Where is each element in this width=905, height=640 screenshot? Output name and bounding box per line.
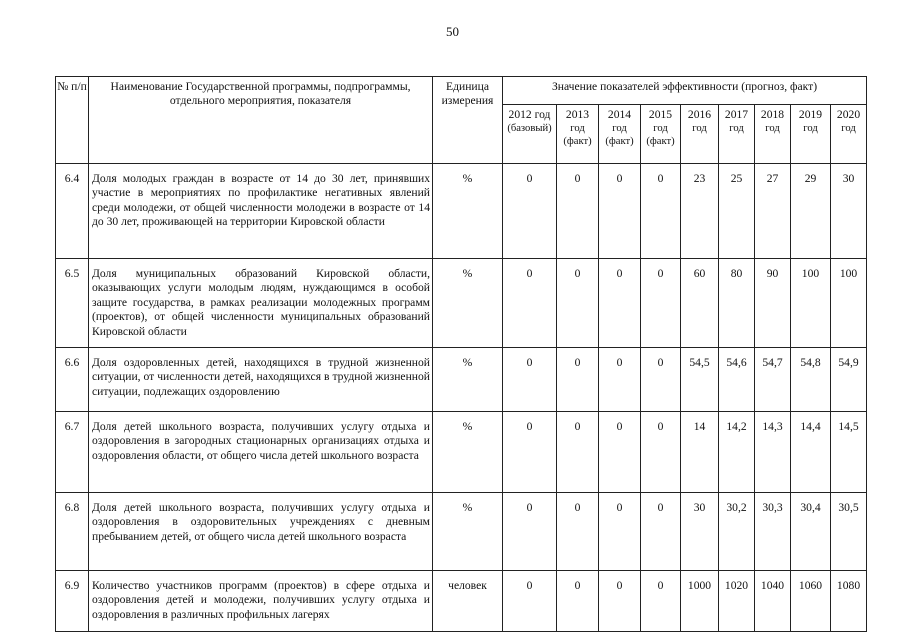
header-year [599,105,641,164]
row-value: 0 [599,493,641,571]
row-value: 27 [755,164,791,259]
row-value: 0 [641,412,681,493]
table-row [56,571,867,632]
row-value: 1080 [831,571,867,632]
header-year-line1: 2015 [648,108,673,121]
row-value: 0 [557,412,599,493]
row-value: 54,7 [755,348,791,412]
row-indicator-name: Доля детей школьного возраста, получивших услугу отдыха и оздоровления в загородных стационарных организациях отдыха и оздоровления области, от общего числа детей школьного возраста [89,412,433,493]
header-year [557,105,599,164]
row-number: 6.6 [56,348,89,412]
header-num: № п/п [56,77,89,164]
header-year-line2: год [612,123,627,135]
header-year-line1: 2020 [836,108,861,121]
row-value: 30 [831,164,867,259]
row-value: 1020 [719,571,755,632]
row-value: 0 [557,571,599,632]
header-year-line3: (факт) [563,136,592,148]
row-indicator-name: Доля оздоровленных детей, находящихся в трудной жизненной ситуации, от численности детей, находящихся в трудной жизненной ситуации, подлежащих оздоровлению [89,348,433,412]
header-year-line3: (факт) [605,136,634,148]
header-year-line2: год [765,123,780,135]
row-value: 54,5 [681,348,719,412]
row-value: 30,5 [831,493,867,571]
row-value: 0 [641,571,681,632]
row-number: 6.4 [56,164,89,259]
header-name: Наименование Государственной программы, подпрограммы, отдельного мероприятия, показателя [89,77,433,164]
row-value: 1060 [791,571,831,632]
row-value: 29 [791,164,831,259]
row-value: 60 [681,259,719,348]
row-value: 54,9 [831,348,867,412]
row-value: 0 [599,164,641,259]
header-year-line1: 2012 год [508,108,551,121]
header-year [791,105,831,164]
table-row [56,493,867,571]
header-year [755,105,791,164]
row-value: 30,2 [719,493,755,571]
row-value: 14,4 [791,412,831,493]
row-value: 0 [641,493,681,571]
header-year-line2: год [692,123,707,135]
header-year-line1: 2014 [607,108,632,121]
row-value: 0 [503,164,557,259]
header-year [681,105,719,164]
row-number: 6.5 [56,259,89,348]
row-value: 0 [641,259,681,348]
table-row [56,412,867,493]
header-year-line2: год [570,123,585,135]
row-value: 0 [503,493,557,571]
header-year-line1: 2017 [724,108,749,121]
row-value: 54,6 [719,348,755,412]
row-value: 1040 [755,571,791,632]
row-value: 0 [641,164,681,259]
header-unit: Единица измерения [433,77,503,164]
header-values-group: Значение показателей эффективности (прогноз, факт) [503,77,867,105]
row-value: 0 [599,348,641,412]
row-value: 80 [719,259,755,348]
header-year-line2: год [729,123,744,135]
indicators-table [55,76,867,632]
row-number: 6.8 [56,493,89,571]
row-unit: % [433,348,503,412]
table-row [56,348,867,412]
row-unit: % [433,164,503,259]
row-value: 0 [557,164,599,259]
row-value: 0 [503,571,557,632]
row-unit: % [433,493,503,571]
row-value: 0 [599,571,641,632]
row-indicator-name: Доля муниципальных образований Кировской области, оказывающих услуги молодым людям, нуждающимся в особой защите государства, в рамках реализации молодежных программ (проектов), от общей численности муниципальных образований Кировской области [89,259,433,348]
header-year-line1: 2019 [798,108,823,121]
row-value: 0 [557,348,599,412]
table-row [56,164,867,259]
header-year-line2: год [841,123,856,135]
row-value: 14,5 [831,412,867,493]
row-value: 0 [641,348,681,412]
header-year-line1: 2018 [760,108,785,121]
row-unit: % [433,259,503,348]
row-value: 100 [831,259,867,348]
page-number: 50 [446,24,459,39]
header-row-1 [56,77,867,105]
row-number: 6.9 [56,571,89,632]
row-unit: человек [433,571,503,632]
header-year-line2: год [803,123,818,135]
row-value: 0 [599,259,641,348]
row-value: 30,4 [791,493,831,571]
row-number: 6.7 [56,412,89,493]
header-year [641,105,681,164]
header-year [503,105,557,164]
row-value: 0 [599,412,641,493]
row-value: 23 [681,164,719,259]
row-value: 0 [503,259,557,348]
row-indicator-name: Доля молодых граждан в возрасте от 14 до 30 лет, принявших участие в мероприятиях по профилактике негативных явлений среди молодежи, от общей численности молодежи в возрасте от 14 до 30 лет, проживающей на территории Кировской области [89,164,433,259]
row-unit: % [433,412,503,493]
row-value: 14,3 [755,412,791,493]
header-year-line1: 2016 [687,108,712,121]
row-value: 0 [557,259,599,348]
row-value: 1000 [681,571,719,632]
row-value: 54,8 [791,348,831,412]
row-value: 0 [503,412,557,493]
row-value: 14,2 [719,412,755,493]
header-year-line3: (факт) [646,136,675,148]
row-indicator-name: Количество участников программ (проектов) в сфере отдыха и оздоровления детей и молодежи, получивших услугу отдыха и оздоровления в различных профильных лагерях [89,571,433,632]
row-value: 25 [719,164,755,259]
row-value: 30 [681,493,719,571]
header-year-line2: (базовый) [507,123,552,135]
header-year-line2: год [653,123,668,135]
row-value: 30,3 [755,493,791,571]
row-value: 100 [791,259,831,348]
header-year-line1: 2013 [565,108,590,121]
row-value: 0 [557,493,599,571]
header-year [831,105,867,164]
header-year [719,105,755,164]
row-value: 14 [681,412,719,493]
row-value: 90 [755,259,791,348]
row-value: 0 [503,348,557,412]
table-row [56,259,867,348]
row-indicator-name: Доля детей школьного возраста, получивших услугу отдыха и оздоровления в оздоровительных учреждениях с дневным пребыванием детей, от общего числа детей школьного возраста [89,493,433,571]
